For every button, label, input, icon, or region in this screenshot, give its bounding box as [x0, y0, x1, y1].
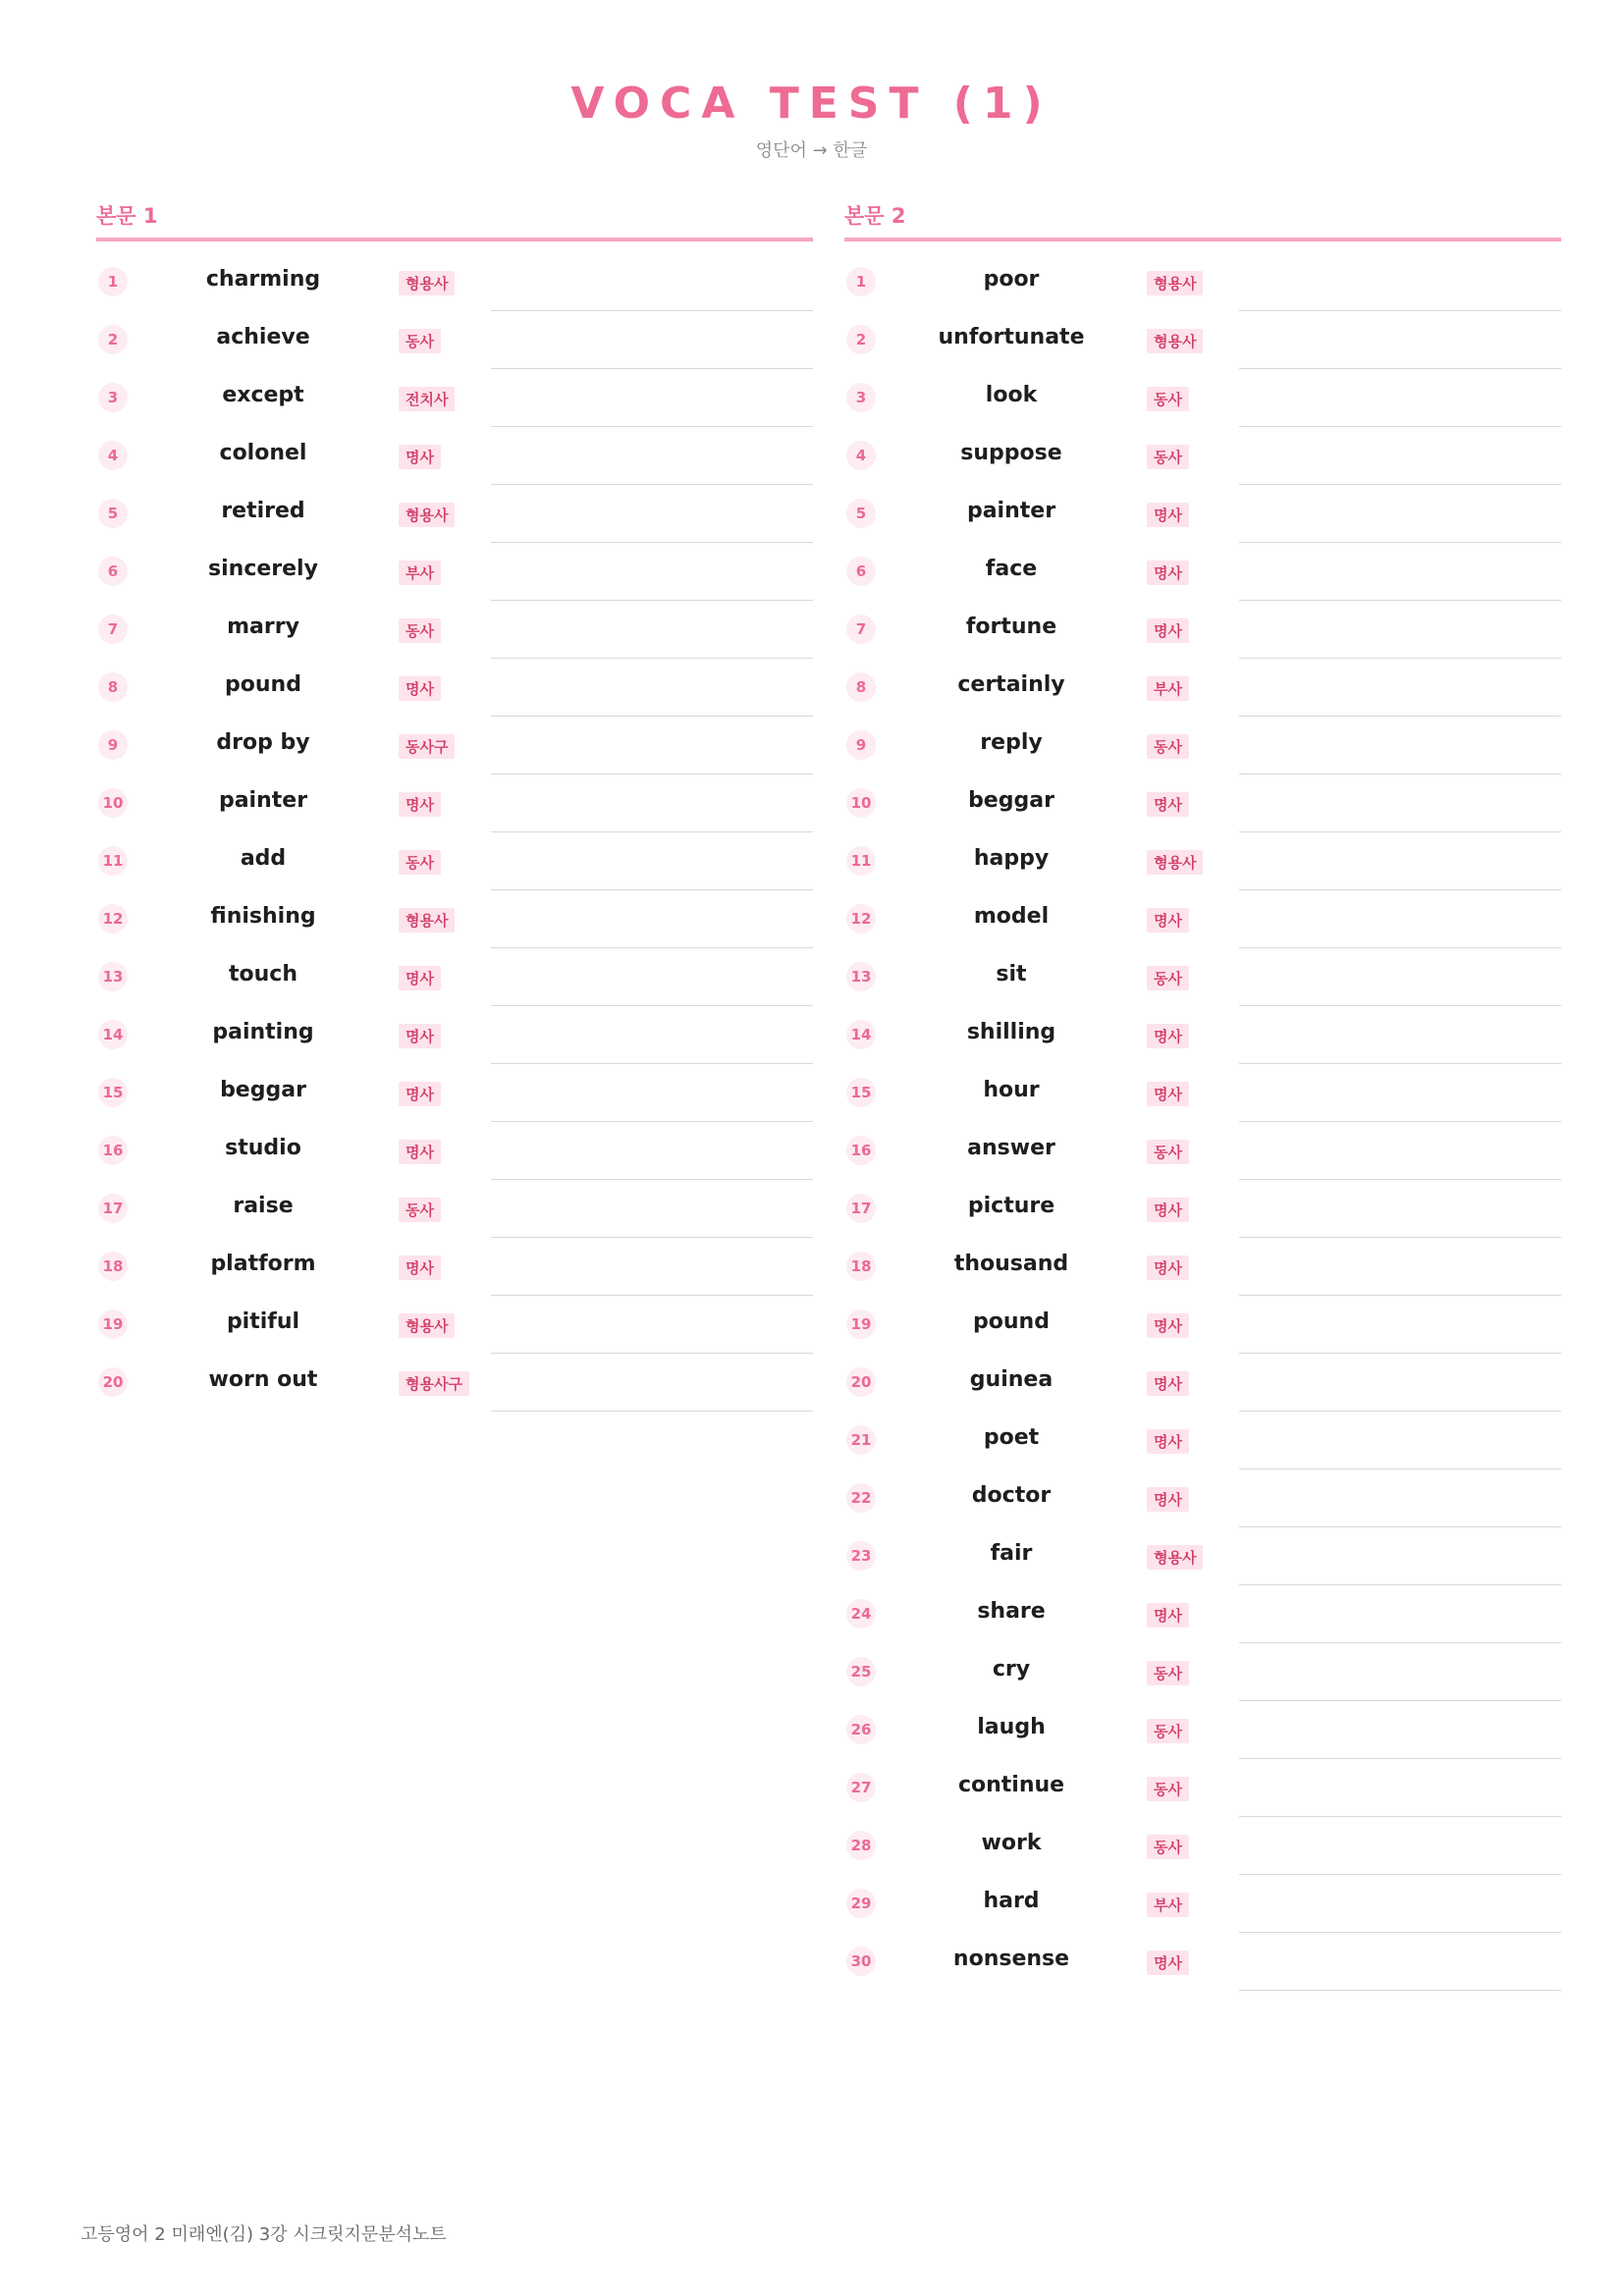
- vocab-word: poor: [983, 267, 1040, 292]
- answer-line[interactable]: [491, 1411, 813, 1412]
- vocab-word: pound: [225, 672, 301, 697]
- vocab-word: add: [240, 846, 287, 871]
- item-number: 11: [98, 846, 128, 876]
- part-of-speech-badge: 동사: [1147, 1661, 1189, 1685]
- item-number: 3: [98, 383, 128, 412]
- part-of-speech-badge: 명사: [1147, 1255, 1189, 1280]
- word-row: [96, 427, 813, 485]
- word-row: [844, 1643, 1561, 1701]
- part-of-speech-badge: 형용사: [399, 271, 455, 295]
- word-row: [844, 717, 1561, 774]
- item-number: 26: [846, 1715, 876, 1744]
- word-list: [844, 253, 1561, 1991]
- item-number: 27: [846, 1773, 876, 1802]
- part-of-speech-badge: 명사: [1147, 1487, 1189, 1512]
- word-row: [844, 774, 1561, 832]
- part-of-speech-badge: 명사: [399, 1024, 441, 1048]
- part-of-speech-badge: 명사: [399, 676, 441, 701]
- vocab-word: retired: [221, 499, 305, 523]
- item-number: 16: [846, 1136, 876, 1165]
- section-title: 본문 1: [96, 204, 158, 228]
- word-list: [96, 253, 813, 1412]
- item-number: 15: [846, 1078, 876, 1107]
- item-number: 1: [98, 267, 128, 296]
- item-number: 19: [98, 1309, 128, 1339]
- part-of-speech-badge: 형용사: [1147, 329, 1203, 353]
- vocab-word: hard: [983, 1889, 1040, 1913]
- vocab-word: painting: [212, 1020, 314, 1044]
- part-of-speech-badge: 형용사: [399, 908, 455, 933]
- item-number: 20: [98, 1367, 128, 1397]
- item-number: 13: [98, 962, 128, 991]
- part-of-speech-badge: 명사: [1147, 1313, 1189, 1338]
- part-of-speech-badge: 동사: [399, 1198, 441, 1222]
- part-of-speech-badge: 형용사구: [399, 1371, 469, 1396]
- part-of-speech-badge: 부사: [1147, 676, 1189, 701]
- item-number: 11: [846, 846, 876, 876]
- part-of-speech-badge: 명사: [1147, 503, 1189, 527]
- word-row: [844, 1933, 1561, 1991]
- word-row: [96, 1122, 813, 1180]
- word-row: [96, 1238, 813, 1296]
- vocab-word: certainly: [957, 672, 1065, 697]
- page-footer: 고등영어 2 미래엔(김) 3강 시크릿지문분석노트: [81, 2224, 447, 2245]
- word-row: [96, 543, 813, 601]
- item-number: 30: [846, 1947, 876, 1976]
- vocab-word: suppose: [960, 441, 1062, 465]
- word-row: [844, 890, 1561, 948]
- vocab-word: finishing: [210, 904, 316, 929]
- item-number: 7: [846, 614, 876, 644]
- item-number: 2: [98, 325, 128, 354]
- vocab-word: beggar: [968, 788, 1055, 813]
- word-row: [96, 601, 813, 659]
- vocab-word: shilling: [966, 1020, 1056, 1044]
- part-of-speech-badge: 명사: [399, 792, 441, 817]
- item-number: 19: [846, 1309, 876, 1339]
- word-row: [844, 1064, 1561, 1122]
- vocab-word: drop by: [216, 730, 310, 755]
- part-of-speech-badge: 명사: [1147, 1082, 1189, 1106]
- vocab-word: cry: [992, 1657, 1031, 1682]
- page-title: VOCA TEST (1): [570, 79, 1053, 129]
- word-row: [844, 1469, 1561, 1527]
- item-number: 4: [98, 441, 128, 470]
- vocab-word: beggar: [220, 1078, 306, 1102]
- vocab-word: work: [981, 1831, 1042, 1855]
- part-of-speech-badge: 명사: [1147, 561, 1189, 585]
- part-of-speech-badge: 명사: [399, 445, 441, 469]
- part-of-speech-badge: 명사: [1147, 1024, 1189, 1048]
- section-1: [96, 196, 813, 1412]
- item-number: 1: [846, 267, 876, 296]
- vocab-word: fair: [990, 1541, 1033, 1566]
- item-number: 10: [846, 788, 876, 818]
- item-number: 10: [98, 788, 128, 818]
- vocab-word: look: [985, 383, 1038, 407]
- item-number: 17: [846, 1194, 876, 1223]
- word-row: [96, 369, 813, 427]
- vocab-word: marry: [227, 614, 299, 639]
- word-row: [844, 485, 1561, 543]
- vocab-word: studio: [225, 1136, 301, 1160]
- word-row: [844, 369, 1561, 427]
- part-of-speech-badge: 명사: [1147, 1429, 1189, 1454]
- item-number: 2: [846, 325, 876, 354]
- item-number: 12: [98, 904, 128, 934]
- word-row: [96, 948, 813, 1006]
- item-number: 29: [846, 1889, 876, 1918]
- vocab-word: colonel: [219, 441, 307, 465]
- part-of-speech-badge: 형용사: [1147, 1545, 1203, 1570]
- item-number: 16: [98, 1136, 128, 1165]
- vocab-word: touch: [229, 962, 298, 987]
- part-of-speech-badge: 동사: [1147, 1835, 1189, 1859]
- word-row: [96, 1180, 813, 1238]
- item-number: 8: [98, 672, 128, 702]
- item-number: 17: [98, 1194, 128, 1223]
- vocab-word: sincerely: [208, 557, 318, 581]
- vocab-word: poet: [983, 1425, 1040, 1450]
- word-row: [96, 659, 813, 717]
- item-number: 5: [98, 499, 128, 528]
- part-of-speech-badge: 동사구: [399, 734, 455, 759]
- vocab-word: pound: [973, 1309, 1050, 1334]
- vocab-word: model: [973, 904, 1050, 929]
- vocab-word: hour: [983, 1078, 1040, 1102]
- word-row: [96, 253, 813, 311]
- vocab-word: doctor: [971, 1483, 1052, 1508]
- vocab-word: painter: [966, 499, 1056, 523]
- vocab-word: worn out: [208, 1367, 318, 1392]
- word-row: [844, 253, 1561, 311]
- part-of-speech-badge: 동사: [1147, 387, 1189, 411]
- part-of-speech-badge: 형용사: [399, 1313, 455, 1338]
- part-of-speech-badge: 동사: [399, 618, 441, 643]
- vocab-word: achieve: [216, 325, 310, 349]
- item-number: 9: [846, 730, 876, 760]
- part-of-speech-badge: 전치사: [399, 387, 455, 411]
- item-number: 12: [846, 904, 876, 934]
- vocab-word: nonsense: [952, 1947, 1070, 1971]
- item-number: 24: [846, 1599, 876, 1629]
- vocab-word: face: [985, 557, 1038, 581]
- vocab-word: reply: [980, 730, 1043, 755]
- vocab-word: pitiful: [226, 1309, 300, 1334]
- section-title: 본문 2: [844, 204, 906, 228]
- word-row: [96, 890, 813, 948]
- word-row: [96, 832, 813, 890]
- part-of-speech-badge: 부사: [1147, 1893, 1189, 1917]
- word-row: [844, 1006, 1561, 1064]
- answer-line[interactable]: [1239, 1990, 1561, 1991]
- vocab-word: charming: [205, 267, 321, 292]
- part-of-speech-badge: 동사: [399, 850, 441, 875]
- item-number: 22: [846, 1483, 876, 1513]
- word-row: [844, 948, 1561, 1006]
- part-of-speech-badge: 명사: [399, 1082, 441, 1106]
- word-row: [844, 1875, 1561, 1933]
- item-number: 25: [846, 1657, 876, 1686]
- part-of-speech-badge: 명사: [1147, 618, 1189, 643]
- item-number: 9: [98, 730, 128, 760]
- item-number: 14: [98, 1020, 128, 1049]
- item-number: 7: [98, 614, 128, 644]
- vocab-word: unfortunate: [938, 325, 1085, 349]
- vocab-word: share: [977, 1599, 1046, 1624]
- item-number: 18: [846, 1252, 876, 1281]
- part-of-speech-badge: 동사: [1147, 1777, 1189, 1801]
- vocab-word: platform: [210, 1252, 316, 1276]
- word-row: [844, 427, 1561, 485]
- item-number: 14: [846, 1020, 876, 1049]
- word-row: [96, 485, 813, 543]
- part-of-speech-badge: 동사: [1147, 966, 1189, 990]
- part-of-speech-badge: 형용사: [1147, 271, 1203, 295]
- part-of-speech-badge: 동사: [1147, 1719, 1189, 1743]
- part-of-speech-badge: 동사: [1147, 445, 1189, 469]
- part-of-speech-badge: 명사: [399, 1255, 441, 1280]
- word-row: [844, 1354, 1561, 1412]
- item-number: 21: [846, 1425, 876, 1455]
- part-of-speech-badge: 명사: [1147, 1950, 1189, 1975]
- item-number: 6: [846, 557, 876, 586]
- item-number: 5: [846, 499, 876, 528]
- item-number: 18: [98, 1252, 128, 1281]
- word-row: [844, 659, 1561, 717]
- vocab-word: continue: [957, 1773, 1065, 1797]
- vocab-word: raise: [233, 1194, 294, 1218]
- item-number: 23: [846, 1541, 876, 1571]
- word-row: [844, 1527, 1561, 1585]
- part-of-speech-badge: 명사: [1147, 1603, 1189, 1628]
- item-number: 13: [846, 962, 876, 991]
- word-row: [844, 1585, 1561, 1643]
- word-row: [96, 717, 813, 774]
- word-row: [844, 1122, 1561, 1180]
- word-row: [96, 1354, 813, 1412]
- part-of-speech-badge: 명사: [1147, 1371, 1189, 1396]
- part-of-speech-badge: 명사: [1147, 792, 1189, 817]
- vocab-word: guinea: [969, 1367, 1054, 1392]
- word-row: [844, 601, 1561, 659]
- item-number: 15: [98, 1078, 128, 1107]
- part-of-speech-badge: 형용사: [1147, 850, 1203, 875]
- word-row: [96, 1064, 813, 1122]
- word-row: [96, 1296, 813, 1354]
- vocab-word: painter: [218, 788, 308, 813]
- item-number: 4: [846, 441, 876, 470]
- word-row: [96, 774, 813, 832]
- part-of-speech-badge: 명사: [399, 1140, 441, 1164]
- section-2: [844, 196, 1561, 1991]
- item-number: 3: [846, 383, 876, 412]
- item-number: 28: [846, 1831, 876, 1860]
- part-of-speech-badge: 동사: [1147, 1140, 1189, 1164]
- item-number: 8: [846, 672, 876, 702]
- item-number: 6: [98, 557, 128, 586]
- section-header: [844, 196, 1561, 241]
- vocab-word: picture: [967, 1194, 1055, 1218]
- word-row: [844, 832, 1561, 890]
- part-of-speech-badge: 명사: [399, 966, 441, 990]
- vocab-word: sit: [996, 962, 1027, 987]
- part-of-speech-badge: 형용사: [399, 503, 455, 527]
- vocab-word: fortune: [965, 614, 1057, 639]
- word-row: [844, 543, 1561, 601]
- word-row: [844, 1238, 1561, 1296]
- word-row: [96, 311, 813, 369]
- word-row: [844, 1701, 1561, 1759]
- word-row: [844, 1180, 1561, 1238]
- part-of-speech-badge: 명사: [1147, 908, 1189, 933]
- vocab-word: laugh: [977, 1715, 1046, 1739]
- word-row: [844, 1296, 1561, 1354]
- word-row: [844, 311, 1561, 369]
- word-row: [96, 1006, 813, 1064]
- vocab-word: except: [222, 383, 304, 407]
- vocab-word: thousand: [953, 1252, 1069, 1276]
- part-of-speech-badge: 명사: [1147, 1198, 1189, 1222]
- part-of-speech-badge: 동사: [399, 329, 441, 353]
- word-row: [844, 1412, 1561, 1469]
- word-row: [844, 1817, 1561, 1875]
- page-header: [0, 79, 1623, 162]
- item-number: 20: [846, 1367, 876, 1397]
- vocab-word: answer: [967, 1136, 1055, 1160]
- word-row: [844, 1759, 1561, 1817]
- part-of-speech-badge: 부사: [399, 561, 441, 585]
- section-header: [96, 196, 813, 241]
- page-subtitle: 영단어 → 한글: [755, 140, 868, 161]
- part-of-speech-badge: 동사: [1147, 734, 1189, 759]
- vocab-word: happy: [973, 846, 1050, 871]
